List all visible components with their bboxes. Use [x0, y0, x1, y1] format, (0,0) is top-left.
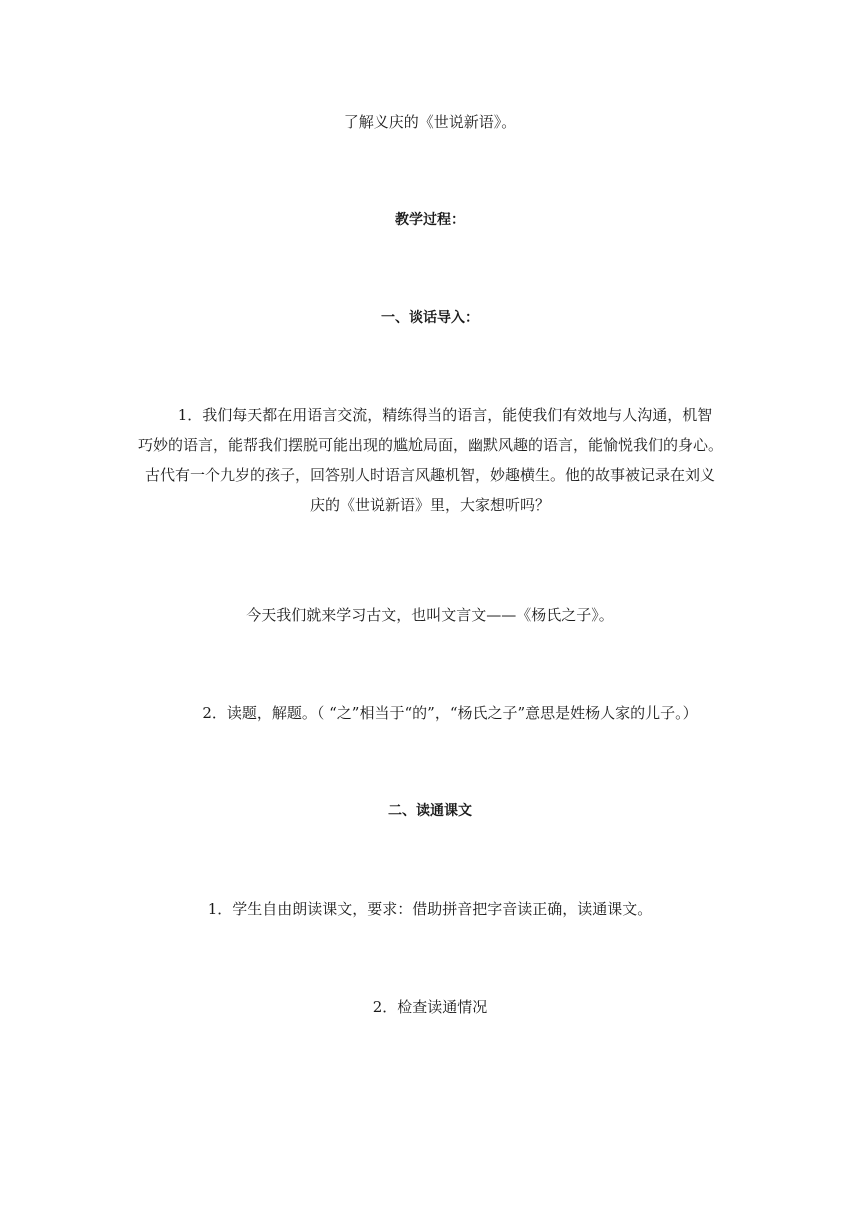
- title-explanation-line: 2．读题，解题。（ “之”相当于“的”，“杨氏之子”意思是姓杨人家的儿子。）: [202, 704, 698, 722]
- intro-paragraph-line-2: 巧妙的语言，能帮我们摆脱可能出现的尴尬局面，幽默风趣的语言，能愉悦我们的身心。: [138, 436, 724, 454]
- objective-line: 了解义庆的《世说新语》。: [343, 113, 517, 131]
- section1-heading: 一、谈话导入：: [381, 310, 479, 326]
- intro-paragraph-line-1: 1．我们每天都在用语言交流，精练得当的语言，能使我们有效地与人沟通，机智: [177, 406, 713, 424]
- intro-paragraph-line-3: 古代有一个九岁的孩子，回答别人时语言风趣机智，妙趣横生。他的故事被记录在刘义: [144, 466, 715, 484]
- intro-paragraph: [138, 400, 722, 520]
- intro-paragraph-line-4: 庆的《世说新语》里，大家想听吗？: [309, 496, 550, 514]
- section2-heading: 二、读通课文: [388, 803, 472, 819]
- today-lesson-line: 今天我们就来学习古文，也叫文言文——《杨氏之子》。: [246, 606, 614, 624]
- reading-item-1: 1．学生自由朗读课文，要求：借助拼音把字音读正确，读通课文。: [207, 900, 653, 918]
- process-heading: 教学过程：: [395, 212, 465, 228]
- reading-item-2: 2．检查读通情况: [372, 998, 488, 1016]
